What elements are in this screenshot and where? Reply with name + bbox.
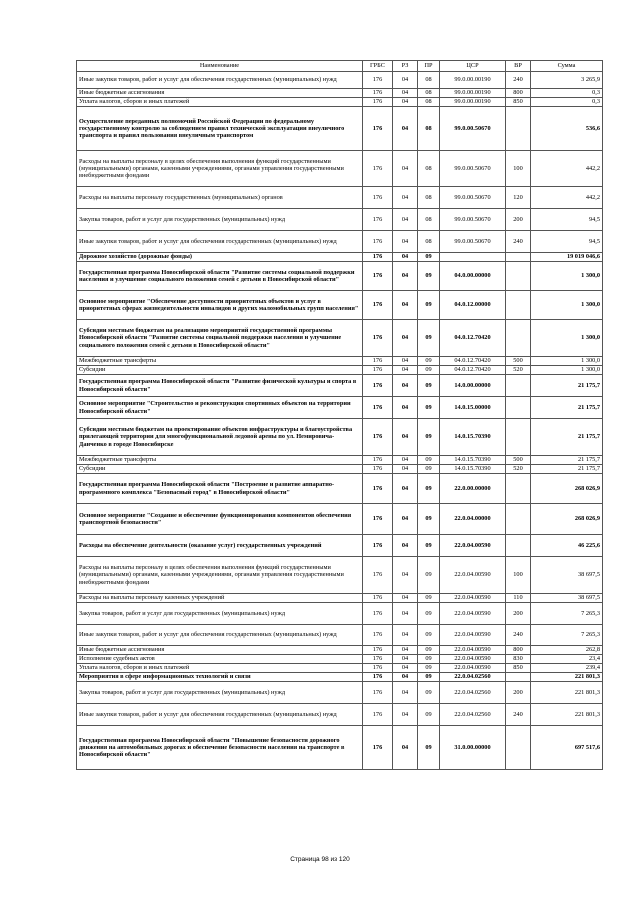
cell-rz: 04 [393,262,418,291]
cell-name: Субсидии [77,366,363,375]
table-row [77,98,603,107]
cell-rz: 04 [393,397,418,419]
cell-sum: 268 026,9 [531,474,603,504]
cell-grbs: 176 [363,625,393,646]
cell-sum: 0,3 [531,98,603,107]
cell-sum: 221 801,3 [531,673,603,682]
cell-rz: 04 [393,682,418,704]
cell-rz: 04 [393,375,418,397]
cell-name: Иные закупки товаров, работ и услуг для обеспечения государственных (муниципальных) нужд [77,72,363,89]
cell-vr: 200 [506,209,531,231]
cell-pr: 09 [418,646,440,655]
cell-sum: 38 697,5 [531,557,603,594]
table-row [77,151,603,187]
table-row [77,625,603,646]
table-row [77,231,603,253]
budget-table-sheet [76,60,602,770]
cell-csr: 22.0.00.00000 [440,474,506,504]
cell-grbs: 176 [363,253,393,262]
cell-sum: 23,4 [531,655,603,664]
cell-grbs: 176 [363,704,393,726]
cell-pr: 09 [418,504,440,535]
cell-csr: 22.0.04.00590 [440,625,506,646]
cell-vr [506,107,531,151]
cell-name: Межбюджетные трансферты [77,456,363,465]
cell-name: Закупка товаров, работ и услуг для государственных (муниципальных) нужд [77,209,363,231]
table-row [77,682,603,704]
page-number: Страница 98 из 120 [290,856,350,863]
cell-grbs: 176 [363,646,393,655]
cell-name: Уплата налогов, сборов и иных платежей [77,664,363,673]
cell-sum: 3 265,9 [531,72,603,89]
cell-sum: 0,3 [531,89,603,98]
cell-sum: 21 175,7 [531,465,603,474]
table-row [77,320,603,357]
cell-grbs: 176 [363,726,393,770]
cell-name: Субсидии [77,465,363,474]
cell-rz: 04 [393,474,418,504]
cell-vr [506,262,531,291]
cell-grbs: 176 [363,262,393,291]
cell-csr: 22.0.04.00590 [440,646,506,655]
table-row [77,375,603,397]
cell-sum: 221 801,3 [531,682,603,704]
cell-csr: 14.0.15.70390 [440,419,506,456]
table-row [77,262,603,291]
table-row [77,72,603,89]
cell-csr: 22.0.04.00590 [440,664,506,673]
cell-rz: 04 [393,704,418,726]
cell-pr: 09 [418,419,440,456]
cell-pr: 09 [418,655,440,664]
cell-name: Межбюджетные трансферты [77,357,363,366]
cell-csr: 22.0.04.02560 [440,682,506,704]
cell-csr: 99.0.00.00190 [440,98,506,107]
cell-csr: 31.0.00.00000 [440,726,506,770]
cell-grbs: 176 [363,594,393,603]
cell-sum: 262,8 [531,646,603,655]
table-header-row [77,61,603,72]
cell-vr: 520 [506,465,531,474]
cell-name: Уплата налогов, сборов и иных платежей [77,98,363,107]
cell-pr: 09 [418,375,440,397]
cell-pr: 08 [418,72,440,89]
cell-name: Расходы на выплаты персоналу казенных учреждений [77,594,363,603]
cell-sum: 46 225,6 [531,535,603,557]
cell-grbs: 176 [363,89,393,98]
header-grbs: ГРБС [363,61,393,72]
table-body [77,72,603,770]
cell-pr: 09 [418,397,440,419]
cell-pr: 08 [418,231,440,253]
cell-name: Субсидии местным бюджетам на реализацию мероприятий государственной программы Новосибирской области "Развитие системы социальной поддержки населения и улучшение социального положения семей с детьми в Новосибирской области" [77,320,363,357]
cell-pr: 09 [418,262,440,291]
cell-name: Осуществление переданных полномочий Российской Федерации по федеральному государственному контролю за соблюдением правил технической эксплуатации внеуличного транспорта и правил пользования внеуличным транспортом [77,107,363,151]
cell-grbs: 176 [363,603,393,625]
cell-vr [506,504,531,535]
cell-sum: 94,5 [531,209,603,231]
cell-grbs: 176 [363,557,393,594]
cell-vr [506,291,531,320]
cell-name: Мероприятия в сфере информационных технологий и связи [77,673,363,682]
cell-csr: 04.0.12.70420 [440,366,506,375]
cell-grbs: 176 [363,72,393,89]
cell-vr [506,535,531,557]
table-row [77,664,603,673]
cell-grbs: 176 [363,456,393,465]
cell-sum: 21 175,7 [531,375,603,397]
cell-csr: 22.0.04.00590 [440,655,506,664]
cell-csr: 04.0.12.70420 [440,320,506,357]
cell-name: Основное мероприятие "Создание и обеспечение функционирования компонентов обеспечения транспортной безопасности" [77,504,363,535]
cell-pr: 09 [418,535,440,557]
table-row [77,474,603,504]
table-row [77,357,603,366]
table-row [77,726,603,770]
cell-vr: 240 [506,231,531,253]
cell-sum: 1 300,0 [531,320,603,357]
table-row [77,366,603,375]
cell-name: Основное мероприятие "Обеспечение доступности приоритетных объектов и услуг в приоритетных сферах жизнедеятельности инвалидов и других маломобильных групп населения" [77,291,363,320]
cell-name: Расходы на выплаты персоналу в целях обеспечения выполнения функций государственными (муниципальными) органами, казенными учреждениями, органами управления государственными внебюджетными фондами [77,557,363,594]
cell-rz: 04 [393,291,418,320]
table-row [77,291,603,320]
table-row [77,465,603,474]
cell-sum: 7 265,3 [531,603,603,625]
cell-rz: 04 [393,655,418,664]
cell-csr: 99.0.00.00190 [440,89,506,98]
cell-pr: 09 [418,726,440,770]
cell-csr: 99.0.00.50670 [440,231,506,253]
cell-sum: 1 300,0 [531,262,603,291]
cell-vr: 240 [506,625,531,646]
cell-pr: 09 [418,456,440,465]
cell-vr: 110 [506,594,531,603]
header-rz: РЗ [393,61,418,72]
cell-name: Государственная программа Новосибирской области "Повышение безопасности дорожного движения на автомобильных дорогах и обеспечение безопасности населения на транспорте в Новосибирской области" [77,726,363,770]
cell-rz: 04 [393,253,418,262]
cell-grbs: 176 [363,474,393,504]
cell-csr: 22.0.04.00590 [440,603,506,625]
cell-csr: 04.0.00.00000 [440,262,506,291]
cell-sum: 442,2 [531,187,603,209]
cell-rz: 04 [393,209,418,231]
cell-pr: 08 [418,187,440,209]
cell-sum: 697 517,6 [531,726,603,770]
cell-rz: 04 [393,231,418,253]
cell-rz: 04 [393,726,418,770]
cell-vr [506,320,531,357]
cell-rz: 04 [393,535,418,557]
cell-csr [440,253,506,262]
cell-vr: 850 [506,664,531,673]
cell-sum: 7 265,3 [531,625,603,646]
cell-rz: 04 [393,504,418,535]
cell-rz: 04 [393,357,418,366]
cell-csr: 99.0.00.50670 [440,209,506,231]
cell-vr: 120 [506,187,531,209]
cell-rz: 04 [393,594,418,603]
table-row [77,594,603,603]
table-row [77,107,603,151]
cell-grbs: 176 [363,504,393,535]
table-row [77,209,603,231]
table-row [77,646,603,655]
cell-rz: 04 [393,320,418,357]
cell-vr: 830 [506,655,531,664]
cell-name: Субсидии местным бюджетам на проектирование объектов инфраструктуры и благоустройства прилегающей территории для многофункциональной ледовой арены по ул. Немировича-Данченко в городе Новосибирске [77,419,363,456]
cell-vr: 240 [506,704,531,726]
cell-pr: 09 [418,253,440,262]
budget-table [76,60,603,770]
cell-vr: 520 [506,366,531,375]
cell-pr: 09 [418,465,440,474]
cell-vr: 800 [506,89,531,98]
cell-rz: 04 [393,89,418,98]
cell-grbs: 176 [363,465,393,474]
cell-pr: 09 [418,557,440,594]
cell-pr: 08 [418,151,440,187]
cell-sum: 1 300,0 [531,291,603,320]
cell-vr: 100 [506,151,531,187]
cell-pr: 08 [418,89,440,98]
cell-pr: 08 [418,98,440,107]
cell-name: Расходы на выплаты персоналу государственных (муниципальных) органов [77,187,363,209]
cell-grbs: 176 [363,655,393,664]
cell-rz: 04 [393,151,418,187]
cell-grbs: 176 [363,187,393,209]
cell-csr: 99.0.00.50670 [440,107,506,151]
cell-rz: 04 [393,465,418,474]
cell-name: Государственная программа Новосибирской области "Построение и развитие аппаратно-программного комплекса "Безопасный город" в Новосибирской области" [77,474,363,504]
table-row [77,456,603,465]
cell-sum: 239,4 [531,664,603,673]
cell-sum: 38 697,5 [531,594,603,603]
cell-pr: 09 [418,673,440,682]
cell-grbs: 176 [363,419,393,456]
cell-csr: 14.0.15.00000 [440,397,506,419]
cell-rz: 04 [393,72,418,89]
cell-csr: 99.0.00.00190 [440,72,506,89]
table-row [77,557,603,594]
cell-rz: 04 [393,603,418,625]
cell-vr: 200 [506,603,531,625]
cell-grbs: 176 [363,682,393,704]
cell-rz: 04 [393,664,418,673]
cell-pr: 09 [418,625,440,646]
cell-grbs: 176 [363,375,393,397]
table-row [77,673,603,682]
header-vr: ВР [506,61,531,72]
cell-vr: 240 [506,72,531,89]
table-row [77,603,603,625]
cell-csr: 99.0.00.50670 [440,187,506,209]
header-name: Наименование [77,61,363,72]
cell-name: Основное мероприятие "Строительство и реконструкция спортивных объектов на территории Новосибирской области" [77,397,363,419]
cell-name: Государственная программа Новосибирской области "Развитие системы социальной поддержки населения и улучшение социального положения семей с детьми в Новосибирской области" [77,262,363,291]
cell-pr: 09 [418,664,440,673]
cell-sum: 442,2 [531,151,603,187]
cell-grbs: 176 [363,357,393,366]
cell-vr [506,474,531,504]
table-row [77,187,603,209]
header-pr: ПР [418,61,440,72]
cell-rz: 04 [393,366,418,375]
cell-csr: 14.0.15.70390 [440,465,506,474]
cell-rz: 04 [393,419,418,456]
cell-csr: 14.0.00.00000 [440,375,506,397]
cell-grbs: 176 [363,397,393,419]
cell-sum: 94,5 [531,231,603,253]
cell-grbs: 176 [363,151,393,187]
cell-name: Иные бюджетные ассигнования [77,646,363,655]
cell-csr: 22.0.04.00000 [440,504,506,535]
cell-name: Расходы на обеспечение деятельности (оказание услуг) государственных учреждений [77,535,363,557]
cell-sum: 21 175,7 [531,397,603,419]
cell-csr: 04.0.12.70420 [440,357,506,366]
cell-vr [506,397,531,419]
cell-vr: 800 [506,646,531,655]
cell-name: Иные закупки товаров, работ и услуг для обеспечения государственных (муниципальных) нужд [77,231,363,253]
cell-sum: 19 019 046,6 [531,253,603,262]
cell-rz: 04 [393,107,418,151]
cell-grbs: 176 [363,664,393,673]
cell-csr: 04.0.12.00000 [440,291,506,320]
table-row [77,253,603,262]
cell-grbs: 176 [363,209,393,231]
cell-csr: 22.0.04.00590 [440,557,506,594]
cell-pr: 09 [418,366,440,375]
cell-vr: 100 [506,557,531,594]
cell-pr: 09 [418,320,440,357]
cell-pr: 09 [418,603,440,625]
table-row [77,397,603,419]
cell-vr: 850 [506,98,531,107]
cell-csr: 22.0.04.00590 [440,594,506,603]
cell-grbs: 176 [363,673,393,682]
cell-csr: 22.0.04.00590 [440,535,506,557]
header-sum: Сумма [531,61,603,72]
table-row [77,704,603,726]
cell-rz: 04 [393,187,418,209]
cell-vr [506,253,531,262]
cell-grbs: 176 [363,231,393,253]
cell-sum: 1 300,0 [531,366,603,375]
cell-name: Закупка товаров, работ и услуг для государственных (муниципальных) нужд [77,603,363,625]
table-row [77,655,603,664]
cell-rz: 04 [393,98,418,107]
cell-grbs: 176 [363,98,393,107]
cell-pr: 09 [418,682,440,704]
cell-vr [506,419,531,456]
cell-pr: 08 [418,107,440,151]
cell-pr: 09 [418,594,440,603]
table-row [77,504,603,535]
cell-name: Дорожное хозяйство (дорожные фонды) [77,253,363,262]
cell-sum: 1 300,0 [531,357,603,366]
cell-csr: 14.0.15.70390 [440,456,506,465]
cell-pr: 09 [418,357,440,366]
cell-rz: 04 [393,646,418,655]
cell-rz: 04 [393,673,418,682]
cell-pr: 09 [418,474,440,504]
cell-grbs: 176 [363,107,393,151]
cell-grbs: 176 [363,320,393,357]
cell-vr: 500 [506,357,531,366]
cell-name: Иные закупки товаров, работ и услуг для обеспечения государственных (муниципальных) нужд [77,704,363,726]
cell-pr: 09 [418,704,440,726]
cell-csr: 99.0.00.50670 [440,151,506,187]
header-csr: ЦСР [440,61,506,72]
table-row [77,419,603,456]
cell-rz: 04 [393,456,418,465]
cell-rz: 04 [393,557,418,594]
cell-pr: 08 [418,209,440,231]
cell-grbs: 176 [363,291,393,320]
table-row [77,535,603,557]
cell-sum: 536,6 [531,107,603,151]
cell-pr: 09 [418,291,440,320]
cell-name: Иные закупки товаров, работ и услуг для обеспечения государственных (муниципальных) нужд [77,625,363,646]
cell-rz: 04 [393,625,418,646]
cell-name: Государственная программа Новосибирской области "Развитие физической культуры и спорта в Новосибирской области" [77,375,363,397]
cell-grbs: 176 [363,535,393,557]
cell-vr [506,726,531,770]
cell-vr: 500 [506,456,531,465]
cell-grbs: 176 [363,366,393,375]
table-row [77,89,603,98]
cell-name: Исполнение судебных актов [77,655,363,664]
cell-name: Иные бюджетные ассигнования [77,89,363,98]
cell-sum: 21 175,7 [531,419,603,456]
cell-sum: 221 801,3 [531,704,603,726]
cell-csr: 22.0.04.02560 [440,673,506,682]
cell-vr: 200 [506,682,531,704]
cell-vr [506,673,531,682]
cell-sum: 21 175,7 [531,456,603,465]
cell-name: Закупка товаров, работ и услуг для государственных (муниципальных) нужд [77,682,363,704]
cell-name: Расходы на выплаты персоналу в целях обеспечения выполнения функций государственными (муниципальными) органами, казенными учреждениями, органами управления государственными внебюджетными фондами [77,151,363,187]
cell-vr [506,375,531,397]
cell-csr: 22.0.04.02560 [440,704,506,726]
cell-sum: 268 026,9 [531,504,603,535]
